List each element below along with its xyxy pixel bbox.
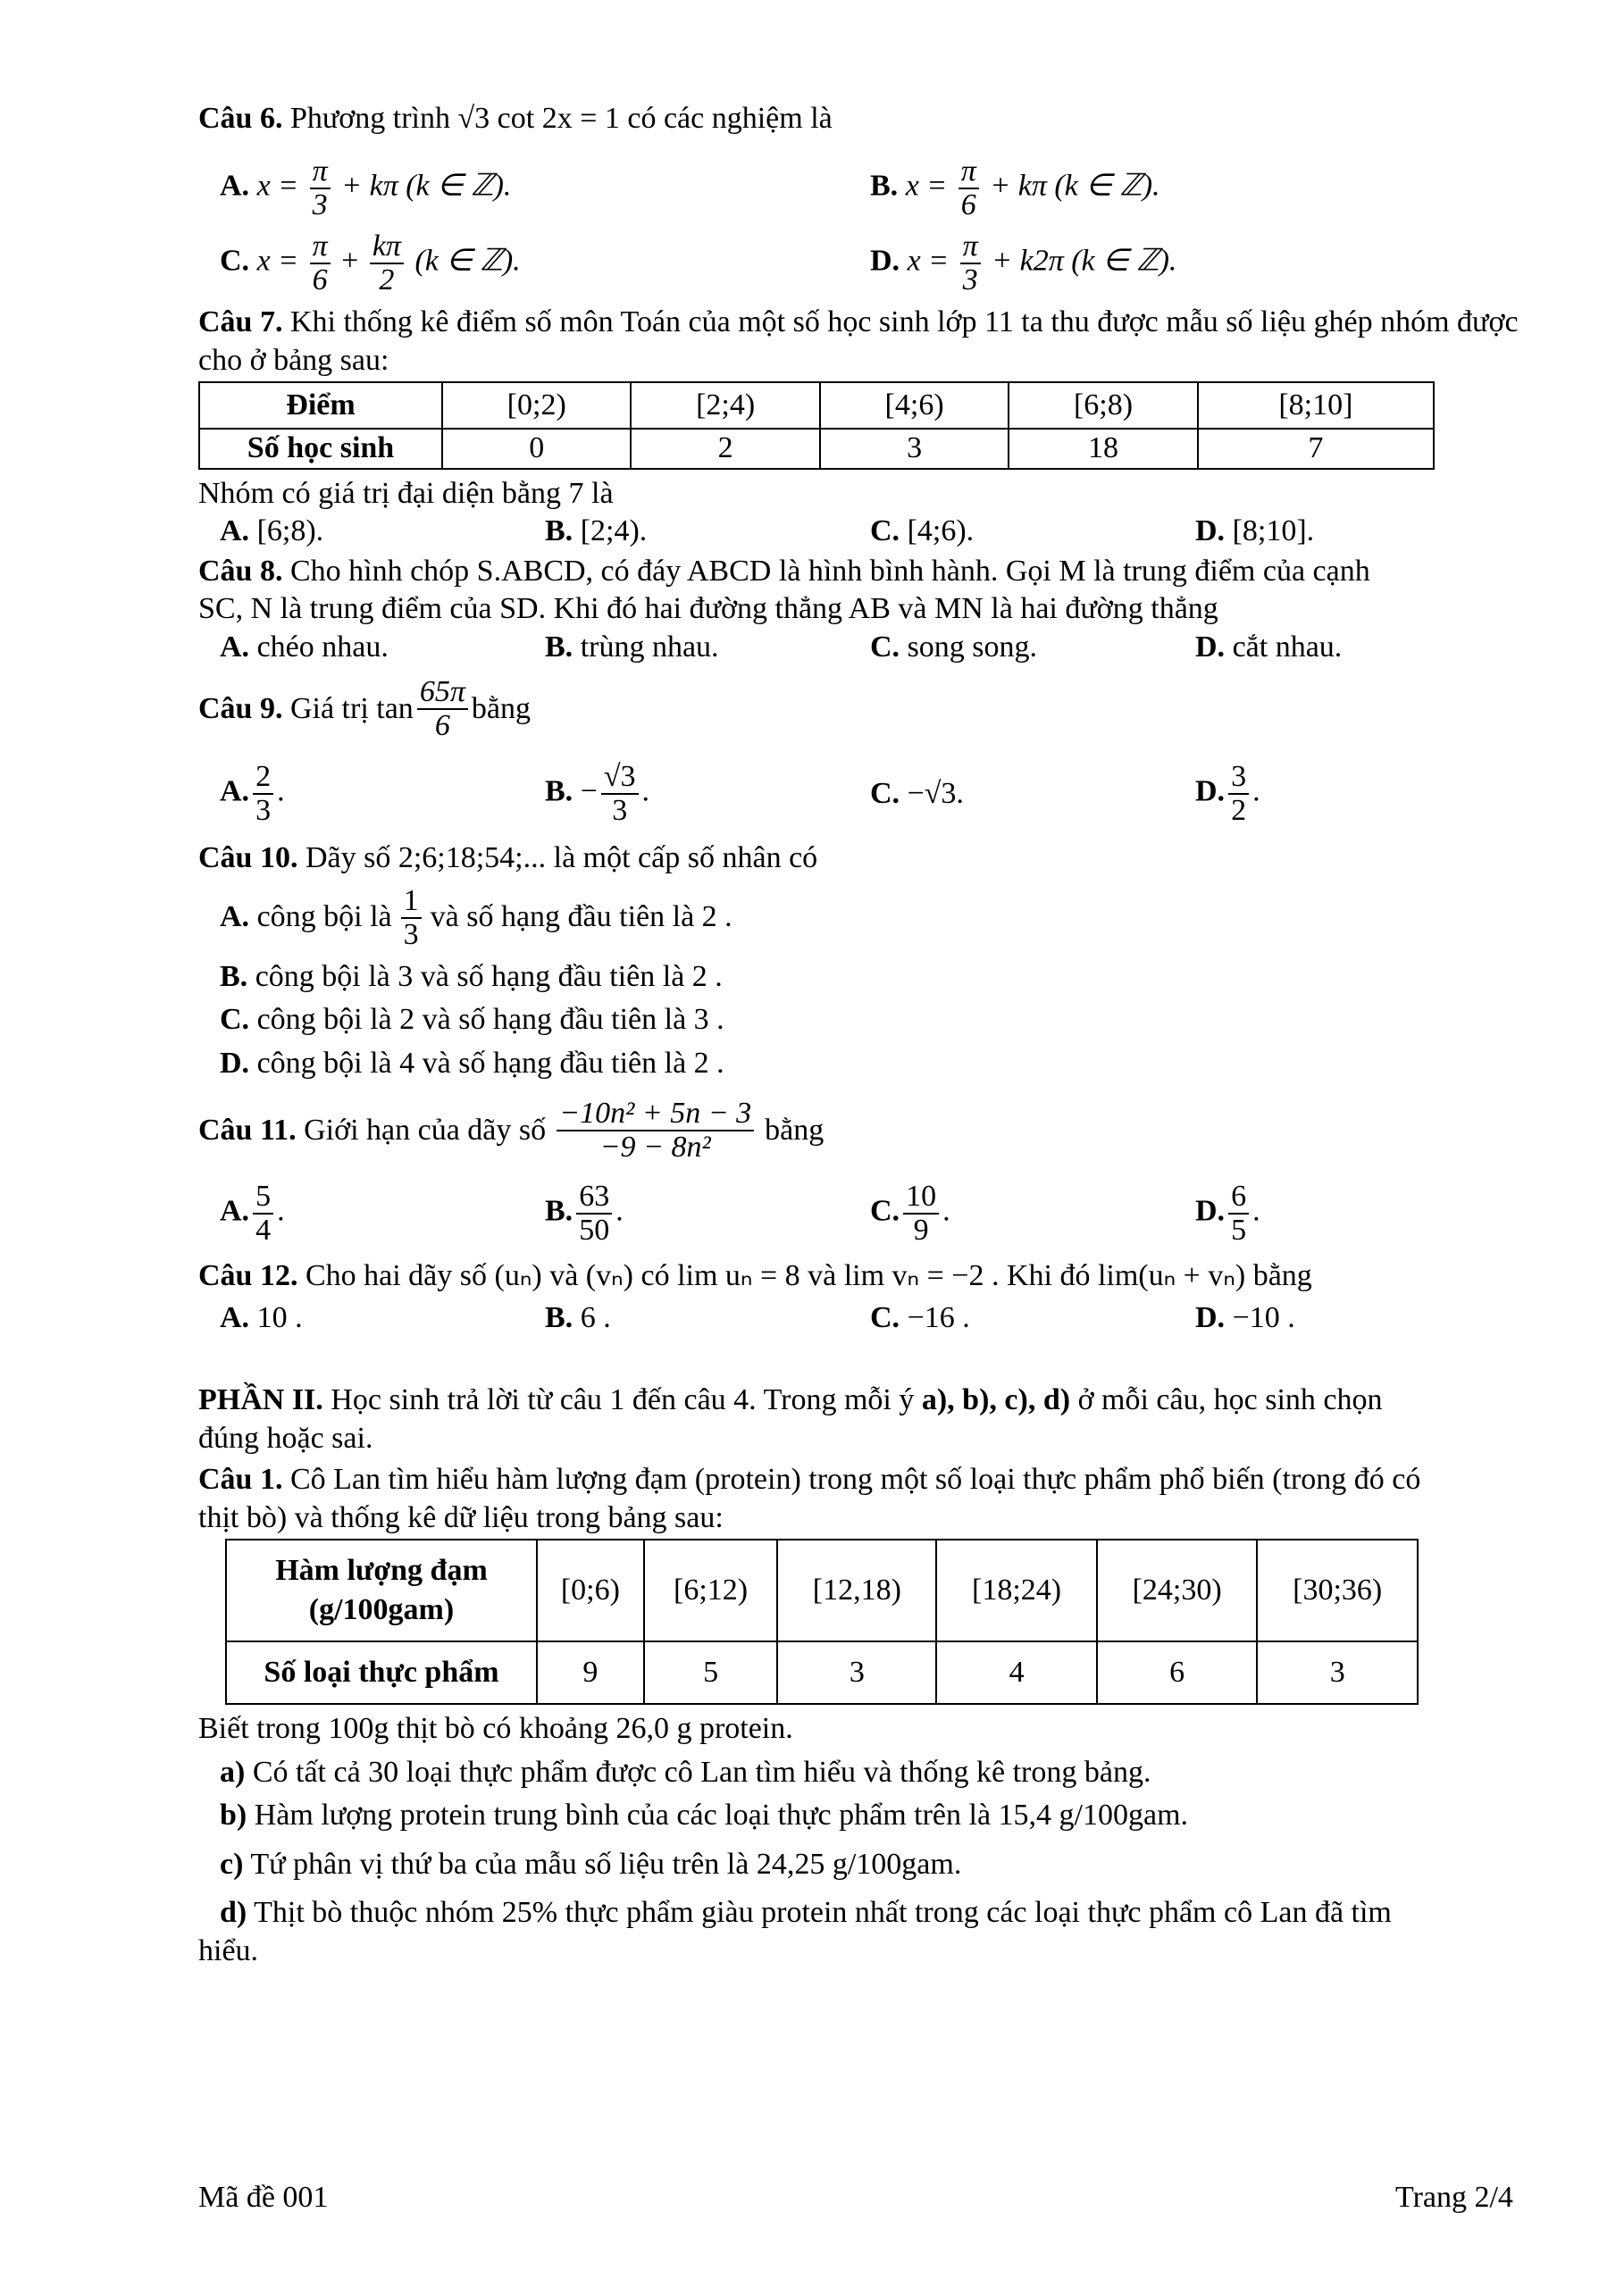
question-6-text: Phương trình √3 cot 2x = 1 có các nghiệm là <box>289 102 833 135</box>
part-2-text: Học sinh trả lời từ câu 1 đến câu 4. Trong mỗi ý <box>331 1383 915 1416</box>
option-11a[interactable]: A. $\frac{5}{4}$ . <box>220 1180 285 1247</box>
statement-d[interactable] <box>220 1894 1520 1933</box>
table-cell: Số loại thực phẩm <box>226 1641 537 1704</box>
table-cell: 3 <box>1257 1641 1418 1704</box>
question-12-options <box>220 1299 1520 1338</box>
option-label: A. <box>220 169 250 203</box>
score-table <box>198 381 1435 470</box>
option-text: x = <box>907 244 950 278</box>
statement-c[interactable] <box>220 1846 1520 1884</box>
question-8 <box>198 553 1520 591</box>
table-cell: 0 <box>442 429 631 469</box>
option-9a[interactable] <box>220 761 545 826</box>
numerator: π <box>310 155 331 189</box>
option-text: và số hạng đầu tiên là 2 . <box>430 900 732 934</box>
table-cell: [24;30) <box>1097 1540 1258 1641</box>
fraction <box>417 676 468 741</box>
option-text: x = <box>905 169 948 203</box>
option-8a[interactable] <box>220 629 545 667</box>
header-line: Hàm lượng đạm <box>275 1553 488 1587</box>
question-7-prompt: Nhóm có giá trị đại diện bằng 7 là <box>198 476 614 510</box>
fraction <box>253 1181 273 1246</box>
option-6c[interactable] <box>220 230 870 296</box>
page-number: Trang 2/4 <box>1395 2181 1513 2214</box>
question-7 <box>198 304 1520 380</box>
question-11-options <box>220 1173 1520 1254</box>
statement-label: a) <box>220 1755 246 1789</box>
option-label: C. <box>870 1194 900 1228</box>
question-6-label: Câu 6. <box>198 102 283 135</box>
option-text: [2;4). <box>580 514 648 547</box>
option-label: A. <box>220 1300 250 1334</box>
numerator: 6 <box>1228 1181 1249 1215</box>
exam-page <box>198 100 1520 1970</box>
option-text: công bội là 3 và số hạng đầu tiên là 2 . <box>255 959 723 993</box>
option-text: x = <box>256 169 299 203</box>
option-text: [6;8). <box>256 514 324 547</box>
table-cell: 5 <box>644 1641 778 1704</box>
fraction <box>401 885 422 950</box>
table-cell: [12,18) <box>777 1540 936 1641</box>
question-11-text: bằng <box>765 1113 825 1147</box>
question-8-text: Cho hình chóp S.ABCD, có đáy ABCD là hình bình hành. Gọi M là trung điểm của cạnh <box>289 554 1370 588</box>
option-label: B. <box>545 774 573 808</box>
statement-label: c) <box>220 1847 244 1881</box>
denominator: 50 <box>579 1214 610 1247</box>
part-2-line2: đúng hoặc sai. <box>198 1421 373 1455</box>
fraction <box>601 761 639 826</box>
denominator: 3 <box>255 794 272 827</box>
fraction <box>960 230 981 296</box>
option-6b[interactable] <box>870 155 1520 221</box>
option-text: . <box>641 774 650 808</box>
option-text: + k2π (k ∈ ℤ). <box>992 244 1177 278</box>
option-label: B. <box>545 1300 573 1334</box>
statement-text: Có tất cả 30 loại thực phẩm được cô Lan tìm hiểu và thống kê trong bảng. <box>252 1755 1151 1789</box>
plus-sign: + <box>341 244 359 278</box>
option-text: (k ∈ ℤ). <box>414 244 521 278</box>
part2-question-1-label: Câu 1. <box>198 1463 283 1496</box>
denominator: 6 <box>312 263 328 296</box>
part-2-items: a), b), c), d) <box>921 1383 1071 1416</box>
table-cell: 2 <box>631 429 819 469</box>
denominator: −9 − 8n² <box>599 1131 711 1164</box>
option-label: A. <box>220 900 250 934</box>
fraction <box>557 1098 754 1163</box>
question-10 <box>198 839 1520 878</box>
question-12-text: Cho hai dãy số (uₙ) và (vₙ) có lim uₙ = 8 và lim vₙ = −2 . Khi đó lim(uₙ + vₙ) bằng <box>305 1259 1312 1292</box>
numerator: π <box>310 230 331 264</box>
option-label: D. <box>1195 1194 1226 1228</box>
part2-question-1-note: Biết trong 100g thịt bò có khoảng 26,0 g protein. <box>198 1712 793 1745</box>
option-text: −√3. <box>907 776 964 810</box>
statement-b[interactable] <box>220 1797 1520 1835</box>
option-8d[interactable] <box>1195 629 1520 667</box>
part-2-label: PHẦN II. <box>198 1383 323 1416</box>
table-header-row <box>199 382 1434 429</box>
option-12c[interactable] <box>870 1299 1195 1338</box>
question-10-text: Dãy số 2;6;18;54;... là một cấp số nhân có <box>305 841 818 874</box>
statement-d-line2: hiểu. <box>198 1933 259 1967</box>
table-cell: [30;36) <box>1257 1540 1418 1641</box>
part-2-text: ở mỗi câu, học sinh chọn <box>1077 1383 1383 1416</box>
question-6-options-row2 <box>220 229 1520 298</box>
option-7b[interactable] <box>545 513 870 551</box>
numerator: π <box>960 230 981 264</box>
option-text: . <box>1252 774 1260 808</box>
option-text: song song. <box>907 630 1038 664</box>
table-cell: 3 <box>820 429 1009 469</box>
question-7-options <box>220 513 1520 551</box>
question-8-label: Câu 8. <box>198 554 283 588</box>
option-label: C. <box>870 1300 900 1334</box>
question-8-line2: SC, N là trung điểm của SD. Khi đó hai đường thẳng AB và MN là hai đường thẳng <box>198 592 1218 625</box>
question-6-options-row1 <box>220 154 1520 223</box>
option-6d[interactable] <box>870 230 1520 296</box>
option-text: + kπ (k ∈ ℤ). <box>341 169 512 203</box>
numerator: √3 <box>601 761 639 795</box>
statement-label: b) <box>220 1799 247 1832</box>
option-11c[interactable]: C. $\frac{10}{9}$ . <box>870 1180 950 1247</box>
numerator: π <box>958 155 979 189</box>
table-cell: 7 <box>1198 429 1434 469</box>
option-9d[interactable] <box>1195 761 1520 826</box>
option-label: A. <box>220 514 250 547</box>
denominator: 3 <box>312 188 328 221</box>
question-9-label: Câu 9. <box>198 691 283 725</box>
option-11b[interactable]: B. $\frac{63}{50}$ . <box>545 1180 624 1247</box>
option-9c[interactable] <box>870 775 1195 814</box>
table-cell: 4 <box>936 1641 1097 1704</box>
question-10-label: Câu 10. <box>198 841 298 874</box>
numerator: 3 <box>1228 761 1249 795</box>
option-label: C. <box>870 776 900 810</box>
question-9-options <box>220 754 1520 834</box>
header-line: (g/100gam) <box>308 1593 455 1626</box>
option-12a[interactable] <box>220 1299 545 1338</box>
denominator: 5 <box>1231 1214 1247 1247</box>
exam-code: Mã đề 001 <box>198 2181 329 2214</box>
option-7d[interactable] <box>1195 513 1520 551</box>
part2-question-1-text: Cô Lan tìm hiểu hàm lượng đạm (protein) trong một số loại thực phẩm phổ biến (trong đó có <box>289 1463 1421 1496</box>
table-cell: Số học sinh <box>199 429 442 469</box>
part-2-heading <box>198 1382 1520 1420</box>
option-9b[interactable] <box>545 761 870 826</box>
option-text: 10 . <box>256 1300 303 1334</box>
protein-table <box>225 1539 1419 1705</box>
denominator: 4 <box>255 1214 272 1247</box>
minus-sign: − <box>580 774 598 808</box>
table-cell: [0;2) <box>442 382 631 429</box>
option-text: −16 . <box>907 1300 970 1334</box>
numerator: 5 <box>253 1181 273 1215</box>
option-text: x = <box>256 244 299 278</box>
option-label: D. <box>1195 630 1226 664</box>
option-text: công bội là 4 và số hạng đầu tiên là 2 . <box>256 1046 724 1080</box>
question-11-text: Giới hạn của dãy số <box>304 1113 547 1147</box>
option-label: A. <box>220 630 250 664</box>
option-label: D. <box>870 244 900 278</box>
table-cell: [18;24) <box>936 1540 1097 1641</box>
option-label: B. <box>870 169 899 203</box>
option-text: công bội là <box>256 900 392 934</box>
table-cell: [6;8) <box>1009 382 1197 429</box>
question-8-options <box>220 629 1520 667</box>
option-12d[interactable] <box>1195 1299 1520 1338</box>
denominator: 6 <box>960 188 976 221</box>
option-text: trùng nhau. <box>580 630 719 664</box>
table-cell: 18 <box>1009 429 1197 469</box>
option-text: 6 . <box>580 1300 611 1334</box>
table-header-row <box>226 1540 1418 1641</box>
fraction <box>1228 1181 1249 1246</box>
option-10d[interactable] <box>220 1045 1520 1083</box>
question-6 <box>198 100 1520 145</box>
option-text: . <box>277 774 285 808</box>
fraction <box>958 155 979 221</box>
option-text: công bội là 2 và số hạng đầu tiên là 3 . <box>256 1003 724 1036</box>
option-label: D. <box>220 1046 250 1080</box>
table-cell: Điểm <box>199 382 442 429</box>
fraction <box>310 230 331 296</box>
option-label: B. <box>545 1194 573 1228</box>
statement-text: Tứ phân vị thứ ba của mẫu số liệu trên là 24,25 g/100gam. <box>250 1847 962 1881</box>
numerator: 2 <box>253 761 273 795</box>
option-label: D. <box>1195 514 1226 547</box>
option-10b[interactable] <box>220 958 1520 997</box>
fraction <box>576 1181 612 1246</box>
option-text: [4;6). <box>907 514 975 547</box>
statement-text: Hàm lượng protein trung bình của các loại thực phẩm trên là 15,4 g/100gam. <box>254 1799 1189 1832</box>
numerator: 1 <box>401 885 422 919</box>
option-label: C. <box>220 244 250 278</box>
part2-question-1-line2: thịt bò) và thống kê dữ liệu trong bảng sau: <box>198 1500 724 1534</box>
numerator: 65π <box>417 676 468 710</box>
option-text: chéo nhau. <box>256 630 389 664</box>
statement-label: d) <box>220 1896 247 1929</box>
question-7-text: Khi thống kê điểm số môn Toán của một số học sinh lớp 11 ta thu được mẫu số liệu ghép nhóm được cho ở bảng sau: <box>198 305 1519 377</box>
numerator: −10n² + 5n − 3 <box>557 1098 754 1131</box>
denominator: 2 <box>1231 794 1247 827</box>
table-cell: 9 <box>537 1641 644 1704</box>
statement-a[interactable] <box>220 1754 1520 1792</box>
option-8c[interactable] <box>870 629 1195 667</box>
denominator: 6 <box>434 709 450 742</box>
option-label: D. <box>1195 774 1226 808</box>
option-text: cắt nhau. <box>1232 630 1343 664</box>
question-11 <box>198 1088 1520 1173</box>
fraction <box>903 1181 939 1246</box>
option-8b[interactable] <box>545 629 870 667</box>
question-9-text: Giá trị tan <box>289 691 414 725</box>
question-12-label: Câu 12. <box>198 1259 298 1292</box>
option-12b[interactable] <box>545 1299 870 1338</box>
fraction <box>253 761 273 826</box>
option-7c[interactable] <box>870 513 1195 551</box>
table-cell: [8;10] <box>1198 382 1434 429</box>
table-header-label <box>226 1540 537 1641</box>
option-label: C. <box>870 514 900 547</box>
option-label: A. <box>220 1194 250 1228</box>
option-text: + kπ (k ∈ ℤ). <box>990 169 1160 203</box>
option-11d[interactable]: D. $\frac{6}{5}$ . <box>1195 1180 1260 1247</box>
statement-text: Thịt bò thuộc nhóm 25% thực phẩm giàu protein nhất trong các loại thực phẩm cô Lan đã tìm <box>254 1896 1392 1929</box>
table-cell: [2;4) <box>631 382 819 429</box>
table-cell: [0;6) <box>537 1540 644 1641</box>
table-cell: 6 <box>1097 1641 1258 1704</box>
question-7-label: Câu 7. <box>198 305 283 338</box>
denominator: 3 <box>962 263 978 296</box>
numerator: kπ <box>370 230 404 264</box>
denominator: 3 <box>612 794 628 827</box>
question-9 <box>198 672 1520 747</box>
option-10a[interactable] <box>220 878 1520 958</box>
denominator: 2 <box>379 263 395 296</box>
option-label: B. <box>545 630 573 664</box>
option-7a[interactable] <box>220 513 545 551</box>
table-cell: 3 <box>777 1641 936 1704</box>
fraction <box>370 230 404 296</box>
option-label: A. <box>220 774 250 808</box>
option-label: B. <box>220 959 248 993</box>
option-label: C. <box>220 1003 250 1036</box>
option-label: D. <box>1195 1300 1226 1334</box>
option-text: [8;10]. <box>1232 514 1315 547</box>
question-9-text: bằng <box>471 691 531 725</box>
table-cell: [4;6) <box>820 382 1009 429</box>
option-label: C. <box>870 630 900 664</box>
numerator: 63 <box>576 1181 612 1215</box>
part2-question-1 <box>198 1461 1520 1499</box>
question-12 <box>198 1257 1520 1296</box>
question-11-label: Câu 11. <box>198 1113 297 1147</box>
option-10c[interactable] <box>220 1001 1520 1039</box>
table-row <box>199 429 1434 469</box>
fraction <box>1228 761 1249 826</box>
numerator: 10 <box>903 1181 939 1215</box>
table-row <box>226 1641 1418 1704</box>
option-6a[interactable] <box>220 155 870 221</box>
option-text: −10 . <box>1232 1300 1295 1334</box>
option-label: B. <box>545 514 573 547</box>
denominator: 9 <box>913 1214 929 1247</box>
fraction <box>310 155 331 221</box>
denominator: 3 <box>403 917 419 951</box>
table-cell: [6;12) <box>644 1540 778 1641</box>
